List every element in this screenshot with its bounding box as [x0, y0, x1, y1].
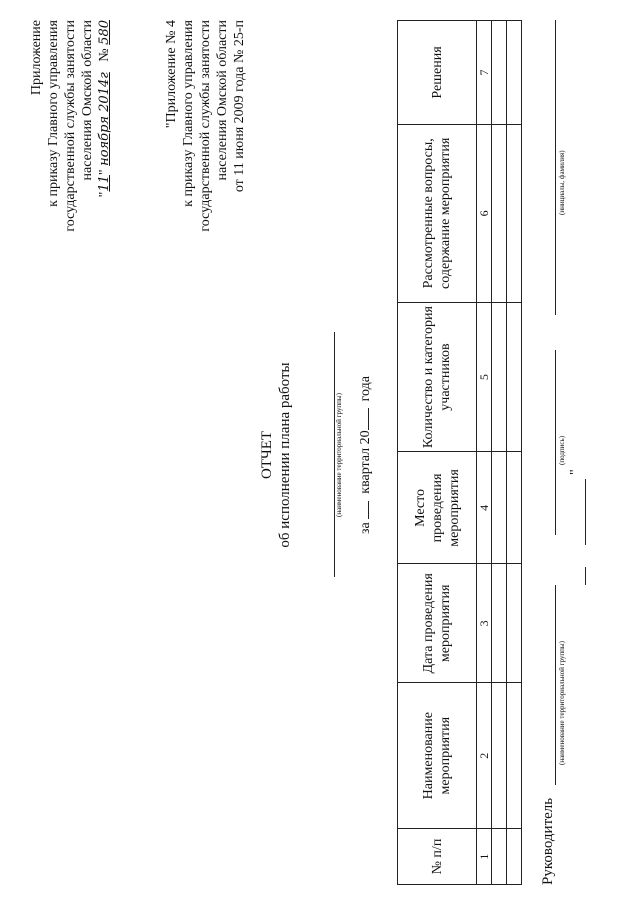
period-prefix: за — [358, 522, 373, 534]
closing-line-right — [585, 479, 586, 545]
report-subtitle: об исполнении плана работы — [277, 362, 293, 548]
table-cell — [507, 829, 522, 885]
head-label: Руководитель — [540, 797, 556, 885]
table-row — [492, 21, 507, 885]
table-cell — [492, 564, 507, 683]
column-header-date: Дата проведения мероприятия — [398, 564, 477, 683]
table-cell — [492, 21, 507, 125]
report-period — [358, 255, 374, 655]
table-cell — [507, 683, 522, 829]
table-cell — [492, 683, 507, 829]
column-number: 6 — [477, 124, 492, 302]
table-cell — [507, 21, 522, 125]
signature-line — [555, 350, 556, 535]
signature-block — [540, 20, 600, 885]
appendix-4-line: государственной службы занятости — [198, 20, 213, 232]
signature-caption: (подпись) — [558, 435, 566, 465]
handwritten-order-number: 580 — [97, 20, 112, 45]
appendix-4-line: населения Омской области — [215, 20, 230, 181]
appendix-4-line: "Приложение № 4 — [164, 20, 179, 129]
report-table — [397, 20, 522, 885]
table-cell — [492, 452, 507, 564]
appendix-4-note — [163, 20, 248, 232]
quote-close: " — [97, 169, 112, 176]
group-name-caption: (наименование территориальной группы) — [335, 393, 343, 517]
appendix-4-line: к приказу Главного управления — [181, 20, 196, 207]
group-name-signature-caption: (наименование территориальной группы) — [558, 641, 566, 765]
table-cell — [507, 564, 522, 683]
appendix-note — [28, 20, 113, 232]
appendix-4-line: от 11 июня 2009 года № 25-п — [232, 20, 247, 193]
table-cell — [507, 452, 522, 564]
initials-caption: (инициалы, фамилия) — [558, 150, 566, 215]
column-header-issues: Рассмотренные вопросы, содержание мероприятия — [398, 124, 477, 302]
initials-line — [555, 20, 556, 315]
column-header-event-name: Наименование мероприятия — [398, 683, 477, 829]
table-row — [507, 21, 522, 885]
column-header-participants: Количество и категория участников — [398, 302, 477, 452]
table-cell — [492, 302, 507, 452]
report-title: ОТЧЕТ — [259, 430, 275, 480]
appendix-note-line: Приложение — [29, 20, 44, 96]
table-cell — [507, 302, 522, 452]
period-middle: квартал 20 — [358, 430, 373, 494]
report-heading — [258, 255, 374, 655]
closing-line-left — [585, 567, 586, 585]
table-number-row — [477, 21, 492, 885]
column-header-decisions: Решения — [398, 21, 477, 125]
number-sign: № — [97, 48, 112, 62]
column-header-number: № п/п — [398, 829, 477, 885]
quote-open: " — [97, 191, 112, 198]
column-number: 2 — [477, 683, 492, 829]
appendix-note-line: к приказу Главного управления — [46, 20, 61, 207]
table-cell — [492, 829, 507, 885]
table-cell — [507, 124, 522, 302]
appendix-note-line: государственной службы занятости — [63, 20, 78, 232]
table-cell — [492, 124, 507, 302]
order-date-line — [96, 20, 113, 232]
table-header-row — [398, 21, 477, 885]
column-number: 3 — [477, 564, 492, 683]
column-number: 1 — [477, 829, 492, 885]
group-name-signature-line — [555, 585, 556, 785]
column-header-place: Место проведения мероприятия — [398, 452, 477, 564]
quarter-blank — [368, 501, 369, 519]
appendix-note-line: населения Омской области — [80, 20, 95, 181]
handwritten-day: 11 — [97, 175, 112, 192]
closing-quote: " — [568, 469, 583, 475]
column-number: 4 — [477, 452, 492, 564]
year-blank — [368, 408, 369, 430]
column-number: 7 — [477, 21, 492, 125]
column-number: 5 — [477, 302, 492, 452]
period-suffix: года — [358, 376, 373, 402]
handwritten-month-year: ноября 2014г — [97, 72, 112, 166]
